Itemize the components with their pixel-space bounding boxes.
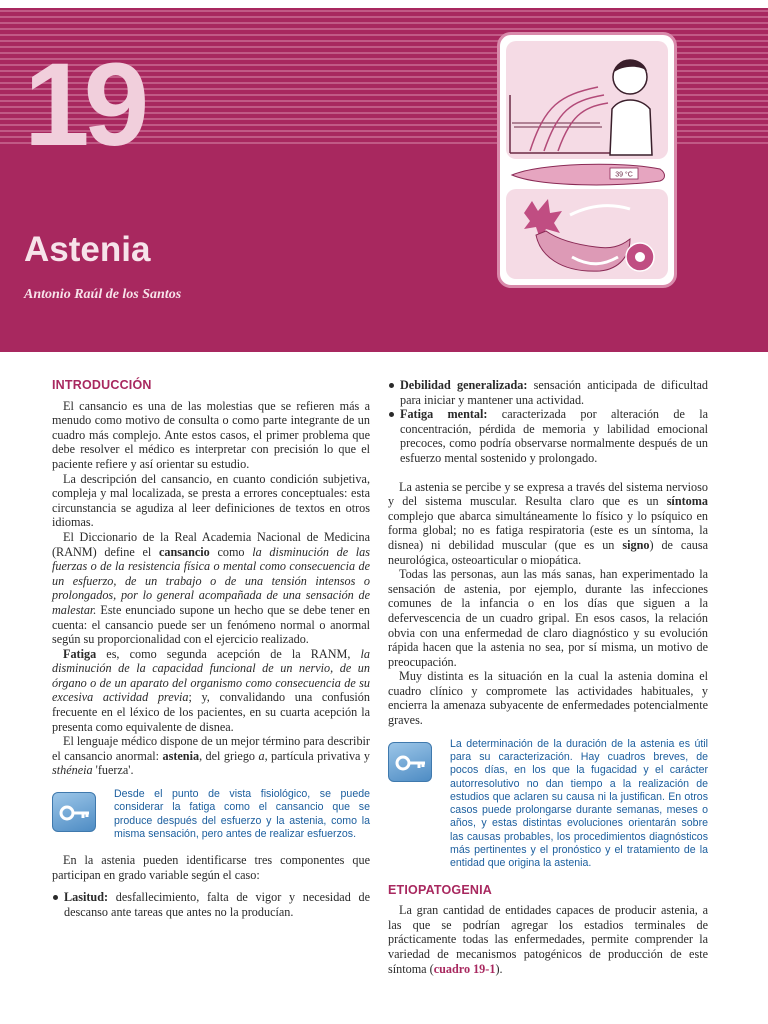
bullet-lasitud-term: Lasitud: [64, 890, 109, 905]
intro-paragraph-1: El cansancio es una de las molestias que se refieren más a menudo como motivo de consulta o como parte integrante de un cuadro más complejo. Ante estos casos, el primer problema que debe resolver el médico es interpretar con precisión lo que el paciente refiere y así orientar su estudio. [52, 398, 370, 471]
term-fatiga: Fatiga [63, 646, 97, 661]
greek-sthenia: sthéneia [52, 763, 93, 778]
chapter-number: 19 [24, 39, 144, 171]
key-icon [388, 742, 432, 782]
callout-text: La determinación de la duración de la astenia es útil para su caracterización. Hay cuadros breves, de pocos días, en los que la fugacidad y el carácter autorresolutivo no dan tiempo a la realización de estudios que aclaren su causa ni la justifican. En otros casos puede prolongarse durante semanas, meses o años, y estas distintas evoluciones orientarán sobre las causas probables, los procedimientos diagnósticos más pertinentes y el pronóstico y el tratamiento de la entidad que origina la astenia. [450, 737, 708, 870]
key-blade [73, 813, 89, 818]
paragraph-muy-distinta: Muy distinta es la situación en la cual la astenia domina el cuadro clínico y compromete las actividades habituales, y encierra la amenaza subyacente de enfermedades potencialmente graves. [388, 669, 708, 728]
p10-text-a: La gran cantidad de entidades capaces de producir astenia, a las que se podrían agregar los estadios terminales de prácticamente todas las enfermedades, permite comprender la variedad de mecanismos patogénicos de producción de este síntoma ( [388, 903, 708, 976]
p3-text-b: como [209, 544, 253, 559]
left-column [52, 378, 370, 920]
p7-text-c: ) de causa neurológica, osteoarticular o miopática. [388, 537, 708, 567]
intro-paragraph-4 [52, 647, 370, 735]
spacer [388, 466, 708, 480]
chapter-illustration [497, 32, 677, 288]
callout-text: Desde el punto de vista fisiológico, se puede considerar la fatiga como el cansancio que se produce después del esfuerzo y la astenia, como la misma sensación, pero antes de realizar esfuerzos. [114, 788, 370, 840]
key-icon-svg [389, 743, 433, 783]
components-list-left [52, 890, 370, 919]
p4-text-a: es, como segunda acepción de la RANM, [96, 646, 361, 661]
cell-nucleus [635, 252, 645, 262]
header-top-border [0, 0, 768, 8]
bullet-debilidad-text: sensación anticipada de dificultad para iniciar y mantener una actividad. [400, 378, 708, 407]
definition-cansancio: la disminución de las fuerzas o de la resistencia física o mental como consecuencia de un esfuerzo, de un trabajo o de una tensión intensos o prolongados, por lo general acompañada de una sensación de malestar. [52, 544, 371, 617]
term-cansancio: cansancio [158, 544, 210, 559]
key-icon-svg [53, 793, 97, 833]
p5-text-a: El lenguaje médico dispone de un mejor término para describir el cansancio anormal: [52, 734, 370, 763]
bullet-lasitud-text: desfallecimiento, falta de vigor y necesidad de descanso ante tareas que antes no la producían. [64, 890, 370, 919]
greek-alpha: a [258, 748, 265, 763]
bullet-fatiga-mental [388, 407, 708, 465]
etiopatogenia-heading: ETIOPATOGENIA [388, 882, 492, 897]
intro-paragraph-2: La descripción del cansancio, en cuanto condición subjetiva, compleja y mal localizada, se presta a errores conceptuales: esta circunstancia se agudiza al leer definiciones de textos en otros idiomas. [52, 471, 370, 530]
intro-paragraph-5 [52, 734, 370, 778]
key-blade [409, 763, 425, 768]
p10-text-b: ). [495, 961, 503, 976]
chapter-title: Astenia [24, 230, 151, 269]
paragraph-percepcion [388, 480, 708, 568]
key-ring [61, 807, 73, 819]
definition-fatiga: la disminución de la capacidad funcional de un nervio, de un órgano o de un aparato del organismo como consecuencia de su excesiva actividad previa [52, 646, 370, 705]
intro-paragraph-3 [52, 530, 370, 647]
key-ring [397, 757, 409, 769]
paragraph-todas-personas: Todas las personas, aun las más sanas, han experimentado la sensación de astenia, por ejemplo, durante las infecciones comunes de la infancia o en los días que siguen a la defervescencia de un cuadro gripal. En esos casos, la relación obvia con una enfermedad de claro diagnóstico y su evolución rápida hacen que la astenia no sea, por sí misma, un motivo de preocupación. [388, 567, 708, 669]
p3-text-c: Este enunciado supone un hecho que se debe tener en cuenta: el cansancio puede ser un fenómeno normal o anormal según su proporcionalidad con el ejercicio realizado. [52, 602, 370, 647]
p4-text-b: ; y, convalidando una confusión frecuente en el léxico de los pacientes, en su cuarta acepción la presenta como equivalente de disnea. [52, 690, 370, 734]
right-column [388, 378, 708, 976]
p5-text-d: 'fuerza'. [92, 763, 134, 778]
components-list-right [388, 378, 708, 466]
spacer [52, 882, 370, 890]
bullet-lasitud [52, 890, 370, 919]
term-astenia: astenia [162, 748, 200, 763]
p7-text-b: complejo que abarca simultáneamente lo físico y lo psíquico en forma global; no es fatiga respiratoria (este es un síntoma, la disnea) ni debilidad muscular (que es un [388, 508, 708, 552]
illustration-svg [500, 35, 674, 285]
cuadro-reference-link[interactable]: cuadro 19-1 [433, 961, 496, 976]
intro-heading: INTRODUCCIÓN [52, 378, 152, 392]
p3-text-a: El Diccionario de la Real Academia Nacional de Medicina (RANM) define el [52, 529, 370, 559]
callout-fisiologico [52, 788, 370, 841]
term-signo: signo [622, 537, 650, 552]
p5-text-b: , del griego [199, 748, 259, 763]
bullet-fatiga-mental-text: caracterizada por alteración de la concentración, pérdida de memoria y labilidad emocional precoces, como podría observarse normalmente después de un esfuerzo mental sostenido y prolongado. [400, 407, 708, 465]
boy-body [610, 100, 652, 155]
chapter-author: Antonio Raúl de los Santos [24, 287, 182, 302]
key-icon [52, 792, 96, 832]
paragraph-etiopatogenia [388, 903, 708, 976]
bullet-fatiga-mental-term: Fatiga mental: [400, 407, 488, 422]
chapter-header [0, 0, 768, 352]
thermometer-reading: 39 °C [615, 171, 633, 179]
term-sintoma: síntoma [666, 494, 708, 509]
thermometer [512, 164, 665, 185]
p5-text-c: , partícula privativa y [264, 748, 370, 763]
callout-duracion [388, 738, 708, 871]
bullet-debilidad [388, 378, 708, 407]
bullet-debilidad-term: Debilidad generalizada: [400, 378, 528, 392]
intro-paragraph-6: En la astenia pueden identificarse tres componentes que participan en grado variable según el caso: [52, 853, 370, 882]
p7-text-a: La astenia se percibe y se expresa a través del sistema nervioso y del sistema muscular. Resulta claro que es un [388, 479, 708, 509]
